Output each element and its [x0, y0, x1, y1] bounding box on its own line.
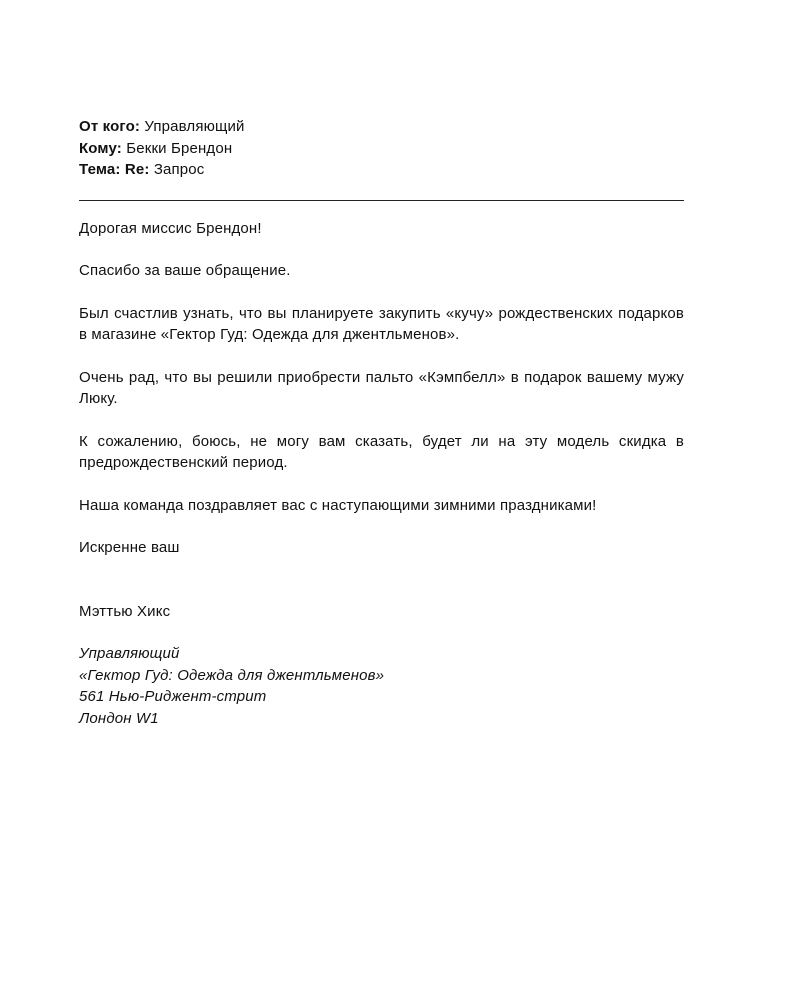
signature-company: «Гектор Гуд: Одежда для джентльменов»: [79, 666, 385, 684]
signature-title: Управляющий: [79, 645, 180, 662]
subject-value: Запрос: [153, 161, 205, 178]
paragraph-purchase: Был счастлив узнать, что вы планируете закупить «кучу» рождественских подарков в магазине «Гектор Гуд: Одежда для джентльменов».: [79, 304, 684, 343]
header-divider: [79, 200, 684, 201]
subject-line: [79, 159, 684, 181]
signature-name: Мэттью Хикс: [79, 602, 171, 620]
paragraph-discount: К сожалению, боюсь, не могу вам сказать, будет ли на эту модель скидка в предрождественский период.: [79, 432, 684, 471]
closing-phrase: Искренне ваш: [79, 539, 180, 556]
from-label: От кого:: [79, 118, 141, 135]
paragraph-wishes: Наша команда поздравляет вас с наступающими зимними праздниками!: [79, 496, 597, 514]
to-line: [79, 138, 684, 160]
letter-header: [79, 116, 684, 181]
signature-block: [79, 643, 684, 729]
signature-city: Лондон W1: [79, 709, 159, 727]
letter-page: [79, 116, 684, 729]
greeting: Дорогая миссис Брендон!: [79, 219, 262, 237]
letter-body: [79, 218, 684, 559]
from-line: [79, 116, 684, 138]
paragraph-thanks: Спасибо за ваше обращение.: [79, 262, 291, 279]
subject-label: Тема: Re:: [79, 161, 150, 178]
from-value: Управляющий: [144, 118, 245, 135]
to-value: Бекки Брендон: [126, 139, 233, 157]
signature-street: 561 Нью-Риджент-стрит: [79, 688, 267, 705]
paragraph-coat: Очень рад, что вы решили приобрести пальто «Кэмпбелл» в подарок вашему мужу Люку.: [79, 368, 684, 407]
to-label: Кому:: [79, 139, 122, 157]
